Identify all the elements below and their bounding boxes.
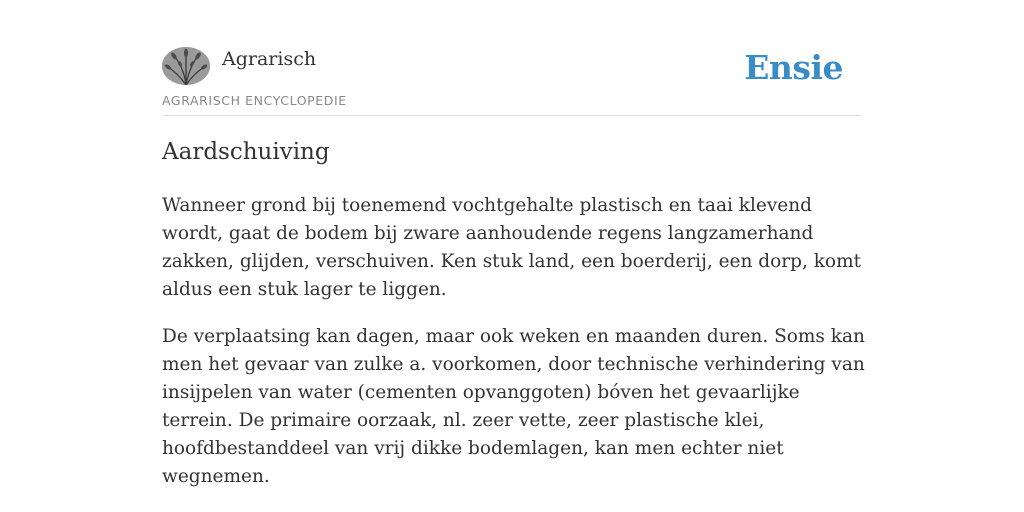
ensie-logo[interactable]: Ensie [744, 48, 843, 87]
article-title: Aardschuiving [162, 139, 330, 165]
article-paragraph: De verplaatsing kan dagen, maar ook weken en maanden duren. Soms kan men het gevaar van zulke a. voorkomen, door technische verhindering van insijpelen van water (cementen opvanggoten) bóven het gevaarlijke terrein. De primaire oorzaak, nl. zeer vette, zeer plastische klei, hoofdbestanddeel van vrij dikke bodemlagen, kan men echter niet wegnemen. [162, 326, 865, 487]
header-divider [162, 115, 862, 116]
category-label: AGRARISCH ENCYCLOPEDIE [162, 93, 347, 108]
wheat-icon[interactable] [162, 47, 210, 85]
header [162, 44, 862, 116]
article-body [162, 192, 872, 510]
source-name[interactable]: Agrarisch [222, 48, 317, 70]
article-paragraph: Wanneer grond bij toenemend vochtgehalte plastisch en taai klevend wordt, gaat de bodem bij zware aanhoudende regens langzamerhand zakken, glijden, verschuiven. Ken stuk land, een boerderij, een dorp, komt aldus een stuk lager te liggen. [162, 195, 862, 300]
